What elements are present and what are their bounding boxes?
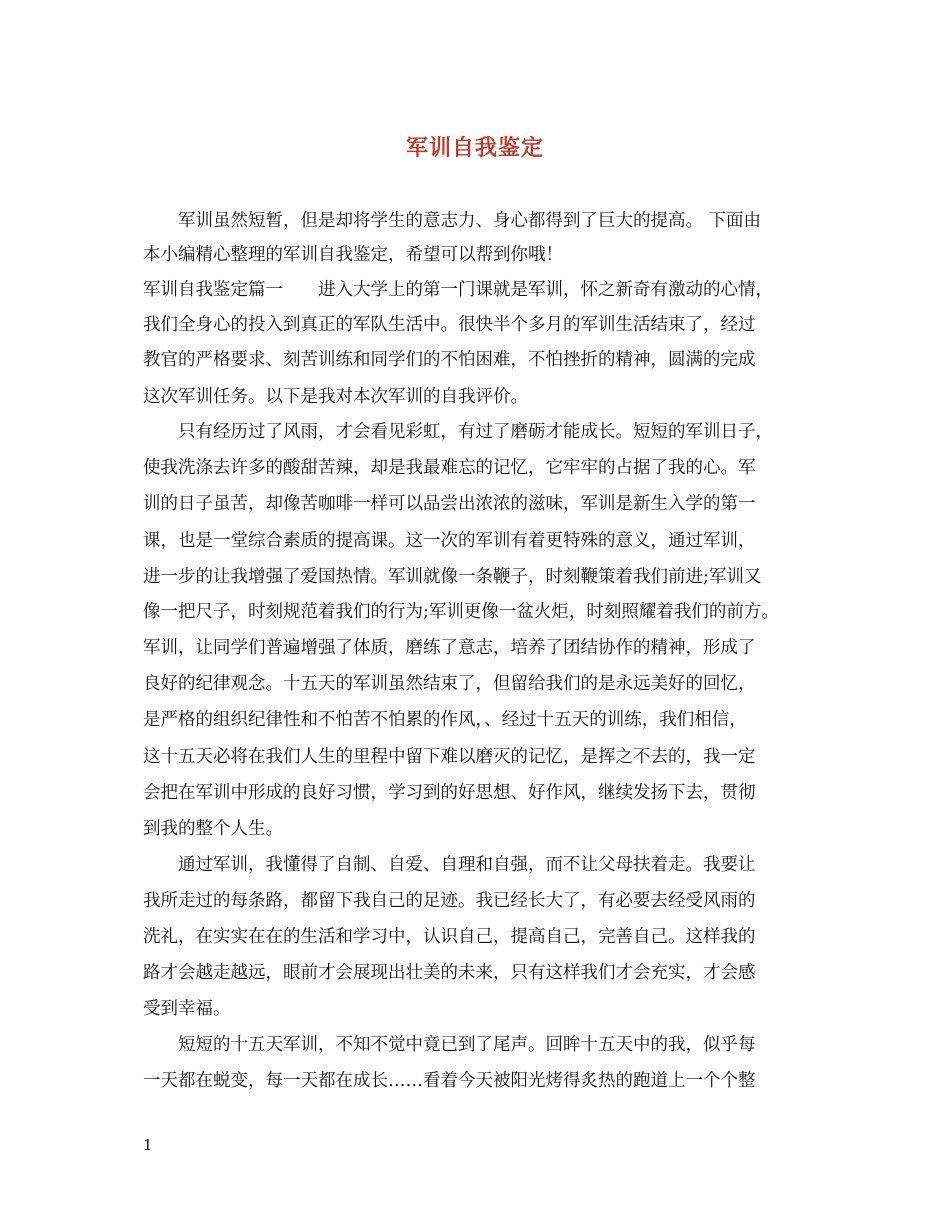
body-line: 军训虽然短暂，但是却将学生的意志力、身心都得到了巨大的提高。 下面由	[143, 211, 762, 231]
body-line: 教官的严格要求、刻苦训练和同学们的不怕困难，不怕挫折的精神，圆满的完成	[143, 350, 756, 370]
page-number: 1	[143, 1136, 153, 1154]
body-line: 课，也是一堂综合素质的提高课。这一次的军训有着更特殊的意义，通过军训，	[143, 531, 756, 551]
body-line: 这十五天必将在我们人生的里程中留下难以磨灭的记忆，是挥之不去的，我一定	[143, 747, 756, 767]
body-line: 使我洗涤去许多的酸甜苦辣，却是我最难忘的记忆，它牢牢的占据了我的心。军	[143, 458, 756, 478]
body-line: 一天都在蜕变，每一天都在成长……看着今天被阳光烤得炙热的跑道上一个个整	[143, 1071, 756, 1091]
body-line: 本小编精心整理的军训自我鉴定，希望可以帮到你哦！	[143, 245, 563, 265]
body-line: 受到幸福。	[143, 999, 231, 1019]
body-line: 这次军训任务。以下是我对本次军训的自我评价。	[143, 387, 528, 407]
body-line: 洗礼，在实实在在的生活和学习中，认识自己，提高自己，完善自己。这样我的	[143, 927, 756, 947]
body-line: 军训自我鉴定篇一 进入大学上的第一门课就是军训，怀之新奇有激动的心情，	[143, 280, 773, 300]
body-line: 良好的纪律观念。十五天的军训虽然结束了，但留给我们的是永远美好的回忆，	[143, 674, 756, 694]
body-line: 通过军训，我懂得了自制、自爱、自理和自强，而不让父母扶着走。我要让	[143, 855, 756, 875]
body-line: 进一步的让我增强了爱国热情。军训就像一条鞭子，时刻鞭策着我们前进;军训又	[143, 567, 762, 587]
body-line: 军训，让同学们普遍增强了体质，磨练了意志，培养了团结协作的精神，形成了	[143, 638, 756, 658]
body-line: 短短的十五天军训，不知不觉中竟已到了尾声。回眸十五天中的我，似乎每	[143, 1035, 756, 1055]
body-line: 我们全身心的投入到真正的军队生活中。很快半个多月的军训生活结束了，经过	[143, 315, 756, 335]
body-line: 会把在军训中形成的良好习惯，学习到的好思想、好作风，继续发扬下去，贯彻	[143, 783, 756, 803]
body-line: 像一把尺子，时刻规范着我们的行为;军训更像一盆火炬，时刻照耀着我们的前方。	[143, 602, 779, 622]
body-line: 我所走过的每条路，都留下我自己的足迹。我已经长大了，有必要去经受风雨的	[143, 891, 756, 911]
body-line: 是严格的组织纪律性和不怕苦不怕累的作风，、经过十五天的训练，我们相信，	[143, 710, 747, 730]
body-line: 路才会越走越远，眼前才会展现出壮美的未来，只有这样我们才会充实，才会感	[143, 963, 756, 983]
body-line: 训的日子虽苦，却像苦咖啡一样可以品尝出浓浓的滋味，军训是新生入学的第一	[143, 494, 756, 514]
document-title: 军训自我鉴定	[405, 135, 544, 161]
body-line: 到我的整个人生。	[143, 819, 283, 839]
body-line: 只有经历过了风雨，才会看见彩虹，有过了磨砺才能成长。短短的军训日子，	[143, 422, 773, 442]
